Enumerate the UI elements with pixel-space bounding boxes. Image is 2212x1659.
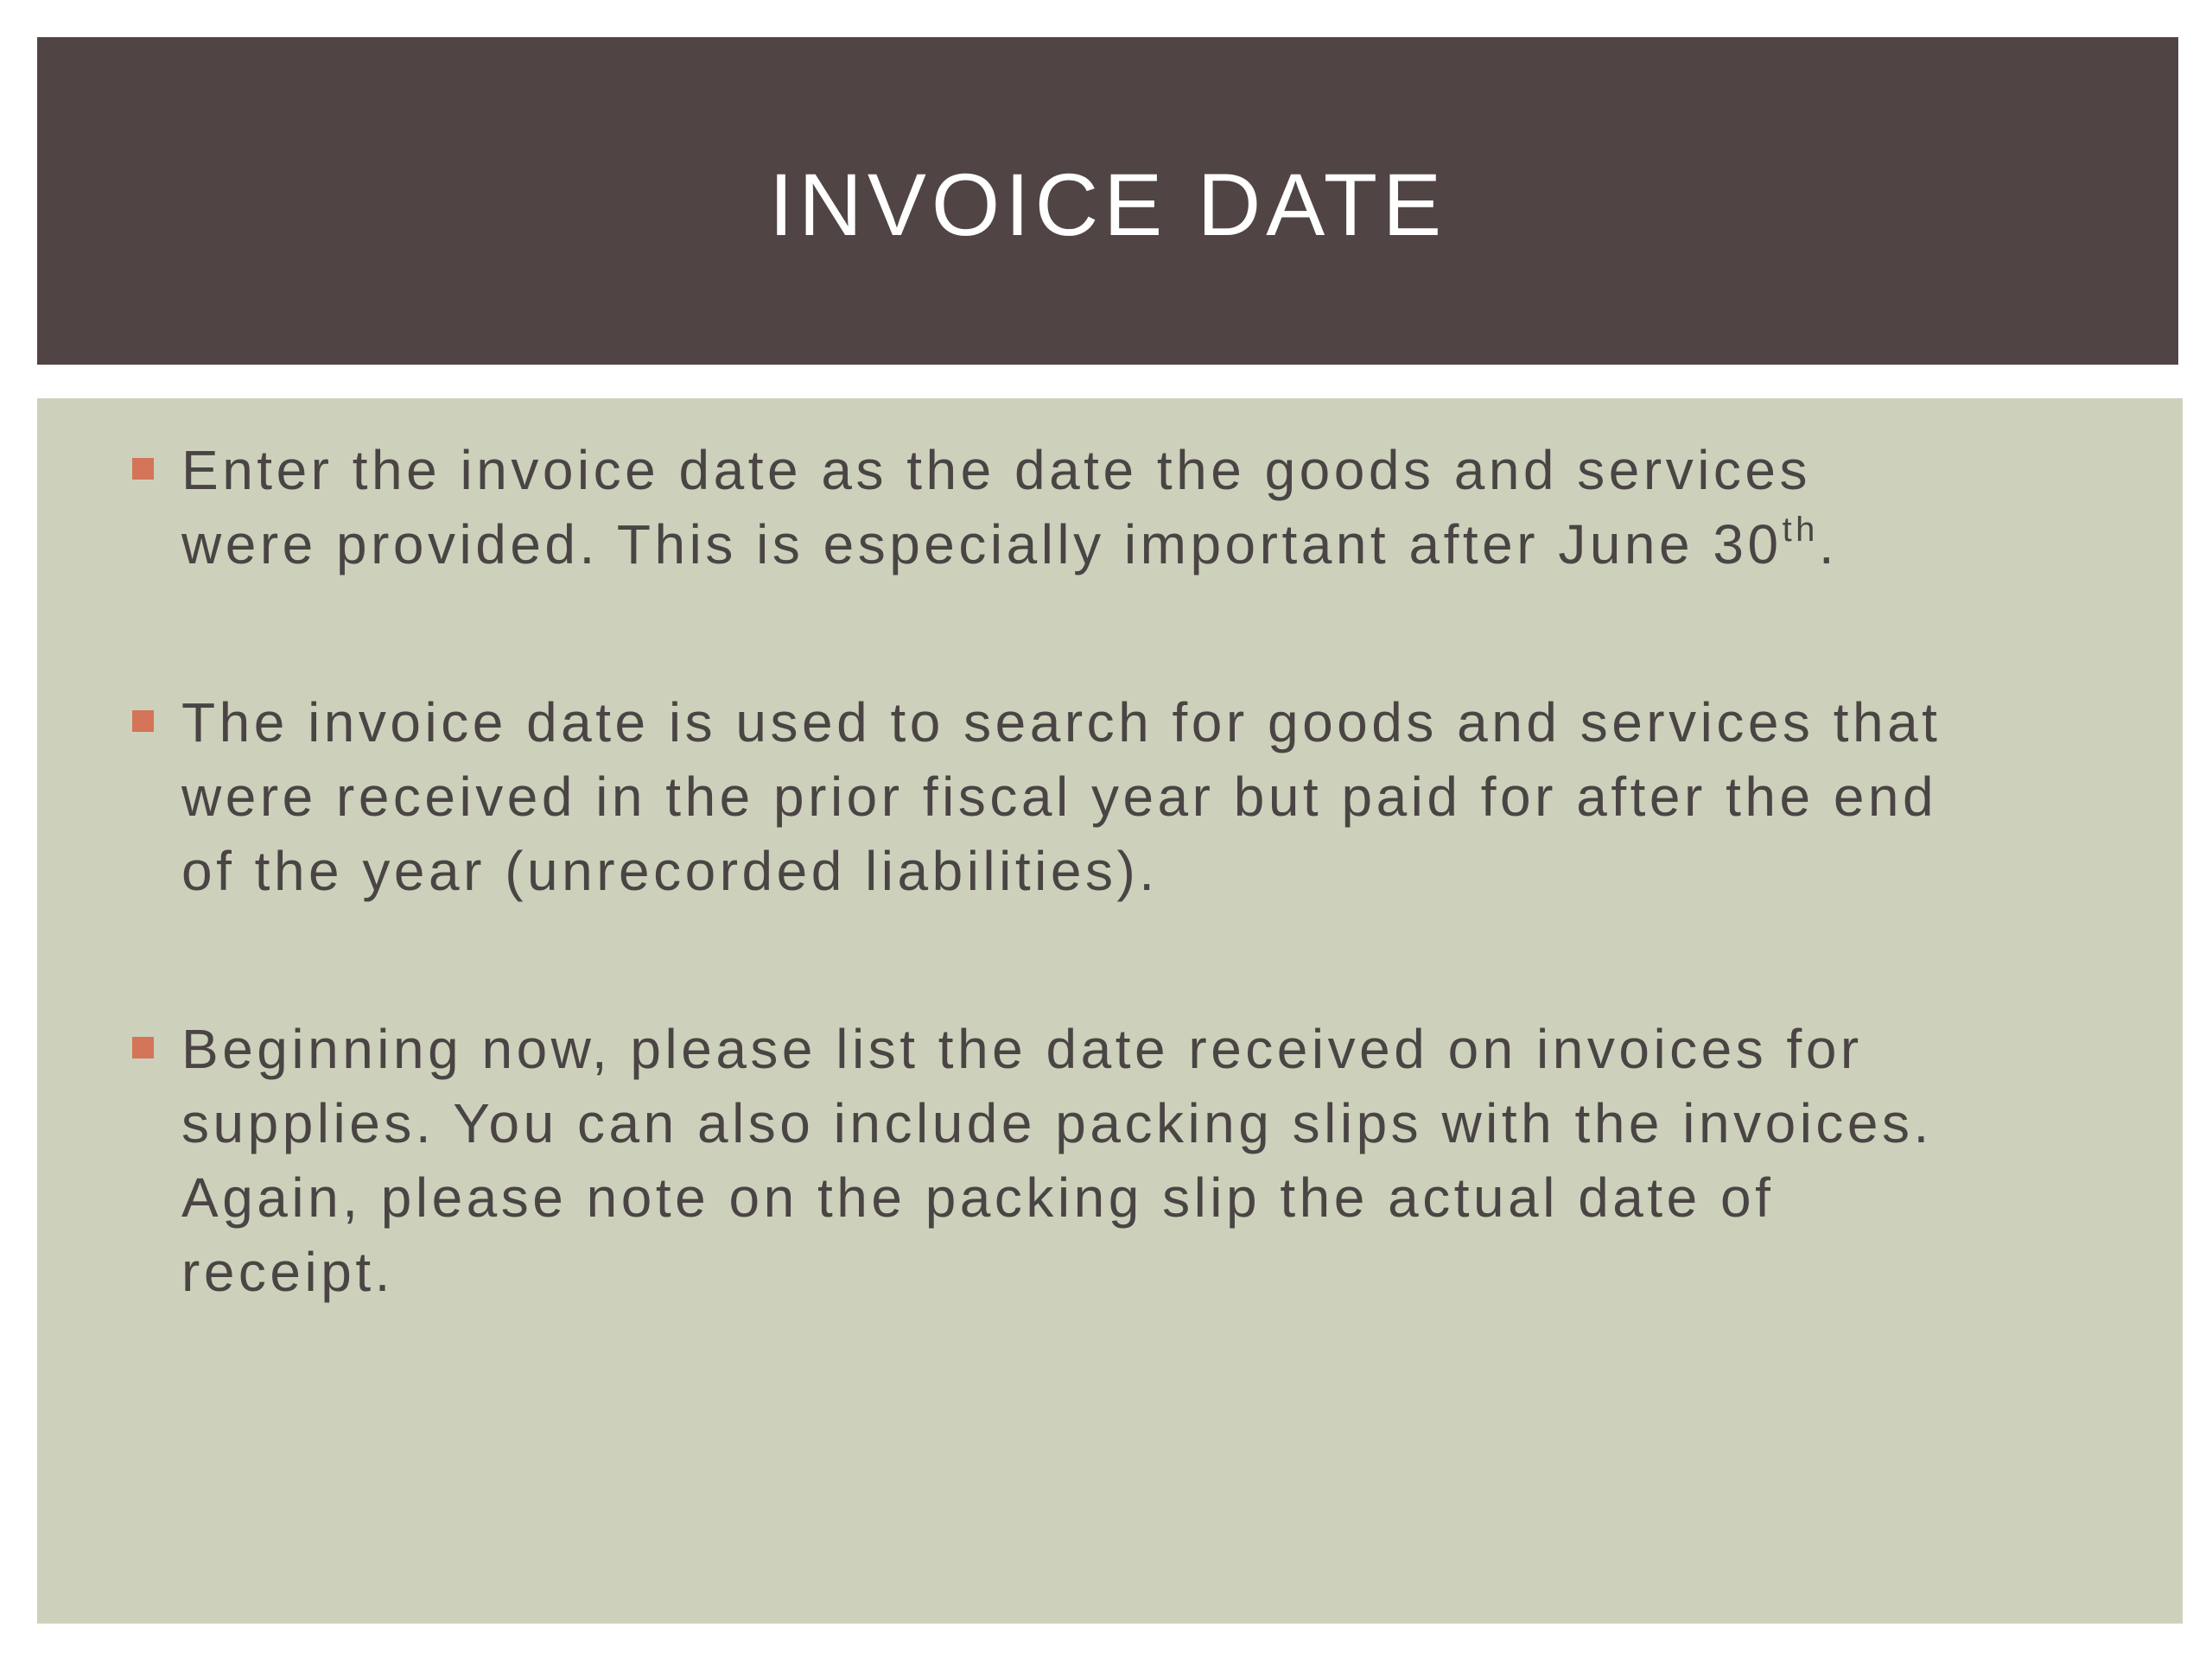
title-bar [37,37,2178,365]
bullet-line: Enter the invoice date as the date the goods and services [181,439,1811,501]
slide-title: INVOICE DATE [768,156,1447,254]
bullet-line: were provided. This is especially important after June 30 [181,513,1783,575]
square-bullet-icon [132,1037,154,1058]
square-bullet-icon [132,710,154,732]
content-panel [37,398,2183,1624]
bullet-text: Beginning now, please list the date received on invoices for supplies. You can also include packing slips with the invoices. Again, please note on the packing slip the actual date of receipt. [181,1018,1933,1303]
bullet-text [181,433,2169,582]
bullet-text: The invoice date is used to search for goods and services that were received in the prior fiscal year but paid for after the end of the year (unrecorded liabilities). [181,691,1942,902]
superscript: th [1782,511,1819,549]
bullet-line-end: . [1818,513,1839,575]
square-bullet-icon [132,458,154,480]
